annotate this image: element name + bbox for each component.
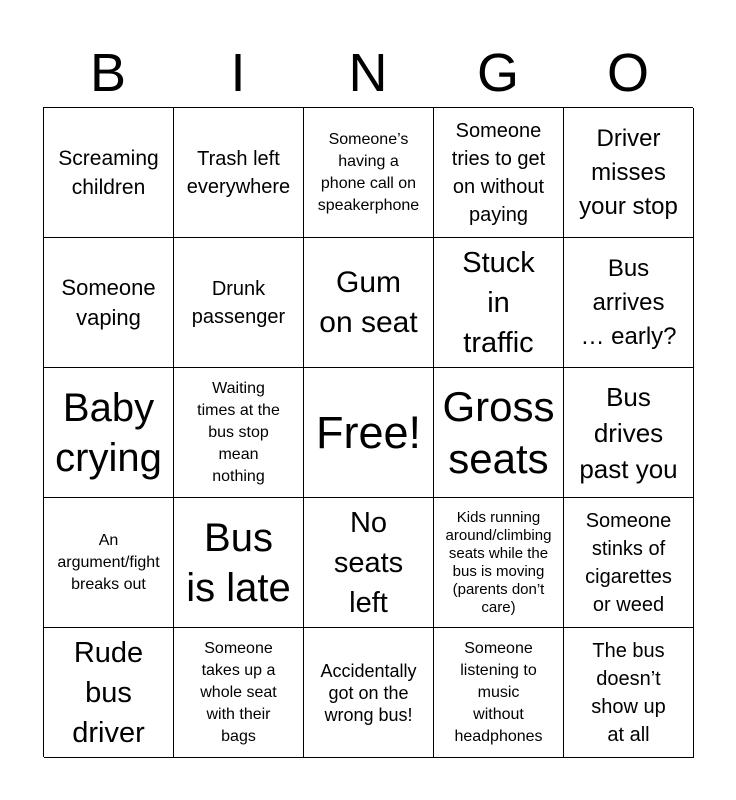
cell-text: Drunk passenger (191, 277, 286, 328)
bingo-cell[interactable] (434, 498, 564, 628)
bingo-cell[interactable] (564, 498, 694, 628)
bingo-cell[interactable] (564, 368, 694, 498)
header-letter-i: I (230, 43, 246, 103)
header-letter-n: N (348, 43, 388, 103)
bingo-cell free-space[interactable] (304, 368, 434, 498)
bingo-cell[interactable] (44, 238, 174, 368)
cell-text: Someone listening to music without headphones (454, 639, 543, 745)
bingo-cell[interactable] (174, 368, 304, 498)
bingo-cell[interactable] (304, 108, 434, 238)
cell-text: Stuck in traffic (462, 246, 535, 359)
bingo-cell[interactable] (44, 368, 174, 498)
bingo-cell[interactable] (174, 628, 304, 758)
bingo-cell[interactable] (564, 238, 694, 368)
bingo-cell[interactable] (564, 628, 694, 758)
cell-text: Waiting times at the bus stop mean nothing (197, 379, 280, 485)
bingo-header (43, 40, 693, 106)
cell-text: Bus arrives … early? (580, 254, 677, 350)
cell-text: Gum on seat (319, 265, 418, 339)
bingo-cell[interactable] (44, 628, 174, 758)
bingo-cell[interactable] (174, 498, 304, 628)
cell-text: Someone vaping (61, 274, 156, 330)
cell-text: Someone tries to get on without paying (451, 119, 546, 226)
bingo-cell[interactable] (564, 108, 694, 238)
bingo-cell[interactable] (434, 108, 564, 238)
cell-text: Kids running around/climbing seats while the bus is moving (parents don’t care) (445, 508, 552, 616)
header-letter-g: G (476, 43, 519, 103)
free-space-text: Free! (315, 406, 422, 458)
cell-text: An argument/fight breaks out (57, 531, 160, 593)
cell-text: Trash left everywhere (186, 147, 291, 198)
cell-text: Someone takes up a whole seat with their bags (200, 639, 277, 745)
cell-text: No seats left (333, 506, 404, 619)
header-letter-o: O (606, 43, 649, 103)
cell-text: Gross seats (442, 382, 555, 482)
cell-text: The bus doesn’t show up at all (591, 639, 666, 746)
bingo-cell[interactable] (44, 498, 174, 628)
cell-text: Screaming children (58, 146, 159, 199)
cell-text: Rude bus driver (72, 636, 145, 749)
cell-text: Someone’s having a phone call on speakerphone (317, 130, 420, 214)
bingo-cell[interactable] (174, 108, 304, 238)
header-letter-b: B (89, 43, 127, 103)
cell-text: Bus is late (186, 515, 291, 610)
bingo-cell[interactable] (434, 628, 564, 758)
bingo-cell[interactable] (304, 628, 434, 758)
bingo-cell[interactable] (174, 238, 304, 368)
cell-text: Driver misses your stop (579, 124, 678, 220)
bingo-cell[interactable] (434, 368, 564, 498)
bingo-cell[interactable] (434, 238, 564, 368)
cell-text: Someone stinks of cigarettes or weed (585, 509, 672, 616)
cell-text: Baby crying (55, 385, 162, 480)
cell-text: Bus drives past you (579, 381, 678, 484)
bingo-board (43, 107, 693, 757)
cell-text: Accidentally got on the wrong bus! (320, 660, 417, 725)
bingo-cell[interactable] (304, 498, 434, 628)
bingo-cell[interactable] (44, 108, 174, 238)
bingo-cell[interactable] (304, 238, 434, 368)
